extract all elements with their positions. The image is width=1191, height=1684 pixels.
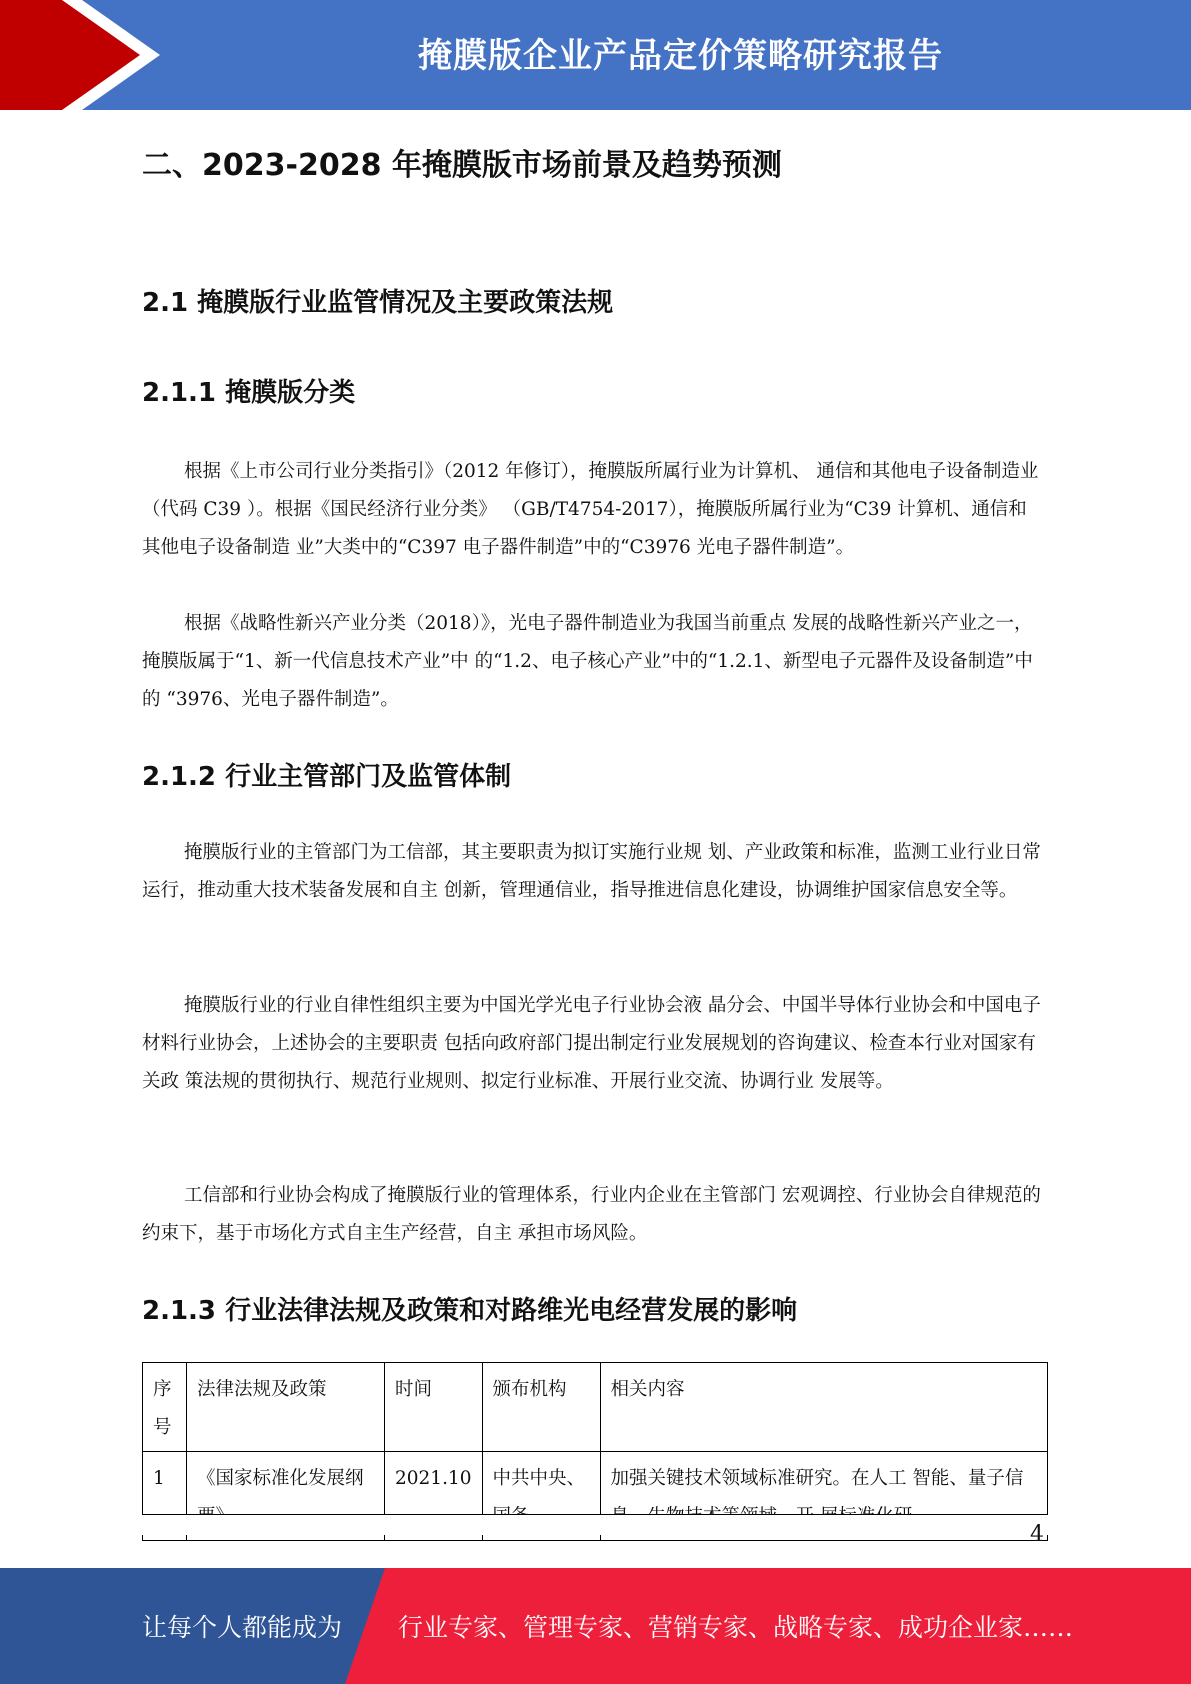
table-bottom-border	[142, 1514, 1048, 1515]
subsection-heading: 2.1 掩膜版行业监管情况及主要政策法规	[142, 288, 614, 318]
footer-slogan-left: 让每个人都能成为	[142, 1613, 343, 1642]
table-cell: 《国家标准化发展纲	[187, 1452, 385, 1541]
table-header-cell: 序号	[143, 1363, 187, 1452]
section-heading: 二、2023-2028 年掩膜版市场前景及趋势预测	[142, 148, 782, 183]
report-title: 掩膜版企业产品定价策略研究报告	[418, 36, 943, 76]
page-footer	[0, 1568, 1191, 1684]
paragraph: 工信部和行业协会构成了掩膜版行业的管理体系，行业内企业在主管部门 宏观调控、行业协会自律规范的约束下，基于市场化方式自主生产经营，自主 承担市场风险。	[142, 1185, 1041, 1244]
heading-2-1-3: 2.1.3 行业法律法规及政策和对路维光电经营发展的影响	[142, 1296, 798, 1326]
table-cell: 加强关键技术领域标准研究。在人工 智能、量子信	[600, 1452, 1047, 1541]
footer-slogan-right: 行业专家、管理专家、营销专家、战略专家、成功企业家……	[398, 1613, 1074, 1642]
paragraph: 掩膜版行业的主管部门为工信部，其主要职责为拟订实施行业规 划、产业政策和标准，监测工业行业日常运行，推动重大技术装备发展和自主 创新，管理通信业，指导推进信息化建设，协调维护国家信息安全等。	[142, 842, 1041, 901]
table-header-row	[143, 1363, 1048, 1452]
table-cell: 2021.10	[385, 1452, 483, 1541]
table-header-cell: 相关内容	[600, 1363, 1047, 1452]
paragraph: 根据《战略性新兴产业分类（2018）》，光电子器件制造业为我国当前重点 发展的战略性新兴产业之一，掩膜版属于“1、新一代信息技术产业”中 的“1.2、电子核心产业”中的“1.2.1、新型电子元器件及设备制造”中的 “3976、光电子器件制造”。	[142, 613, 1033, 710]
table-header-cell: 颁布机构	[482, 1363, 600, 1452]
page-number: 4	[1030, 1522, 1044, 1547]
table-header-cell: 法律法规及政策	[187, 1363, 385, 1452]
table-header-cell: 时间	[385, 1363, 483, 1452]
table-clip	[0, 1515, 1191, 1535]
table-cell: 中共中央、	[482, 1452, 600, 1541]
heading-2-1-1: 2.1.1 掩膜版分类	[142, 378, 356, 408]
paragraph: 根据《上市公司行业分类指引》（2012 年修订），掩膜版所属行业为计算机、 通信和其他电子设备制造业（代码 C39 ）。根据《国民经济行业分类》 （GB/T4754-2017），掩膜版所属行业为“C39 计算机、通信和其他电子设备制造 业”大类中的“C397 电子器件制造”中的“C3976 光电子器件制造”。	[142, 461, 1039, 558]
heading-2-1-2: 2.1.2 行业主管部门及监管体制	[142, 762, 512, 792]
paragraph: 掩膜版行业的行业自律性组织主要为中国光学光电子行业协会液 晶分会、中国半导体行业协会和中国电子材料行业协会，上述协会的主要职责 包括向政府部门提出制定行业发展规划的咨询建议、检查本行业对国家有关政 策法规的贯彻执行、规范行业规则、拟定行业标准、开展行业交流、协调行业 发展等。	[142, 995, 1041, 1092]
table-cell: 1	[143, 1452, 187, 1541]
page-header	[0, 0, 1191, 110]
